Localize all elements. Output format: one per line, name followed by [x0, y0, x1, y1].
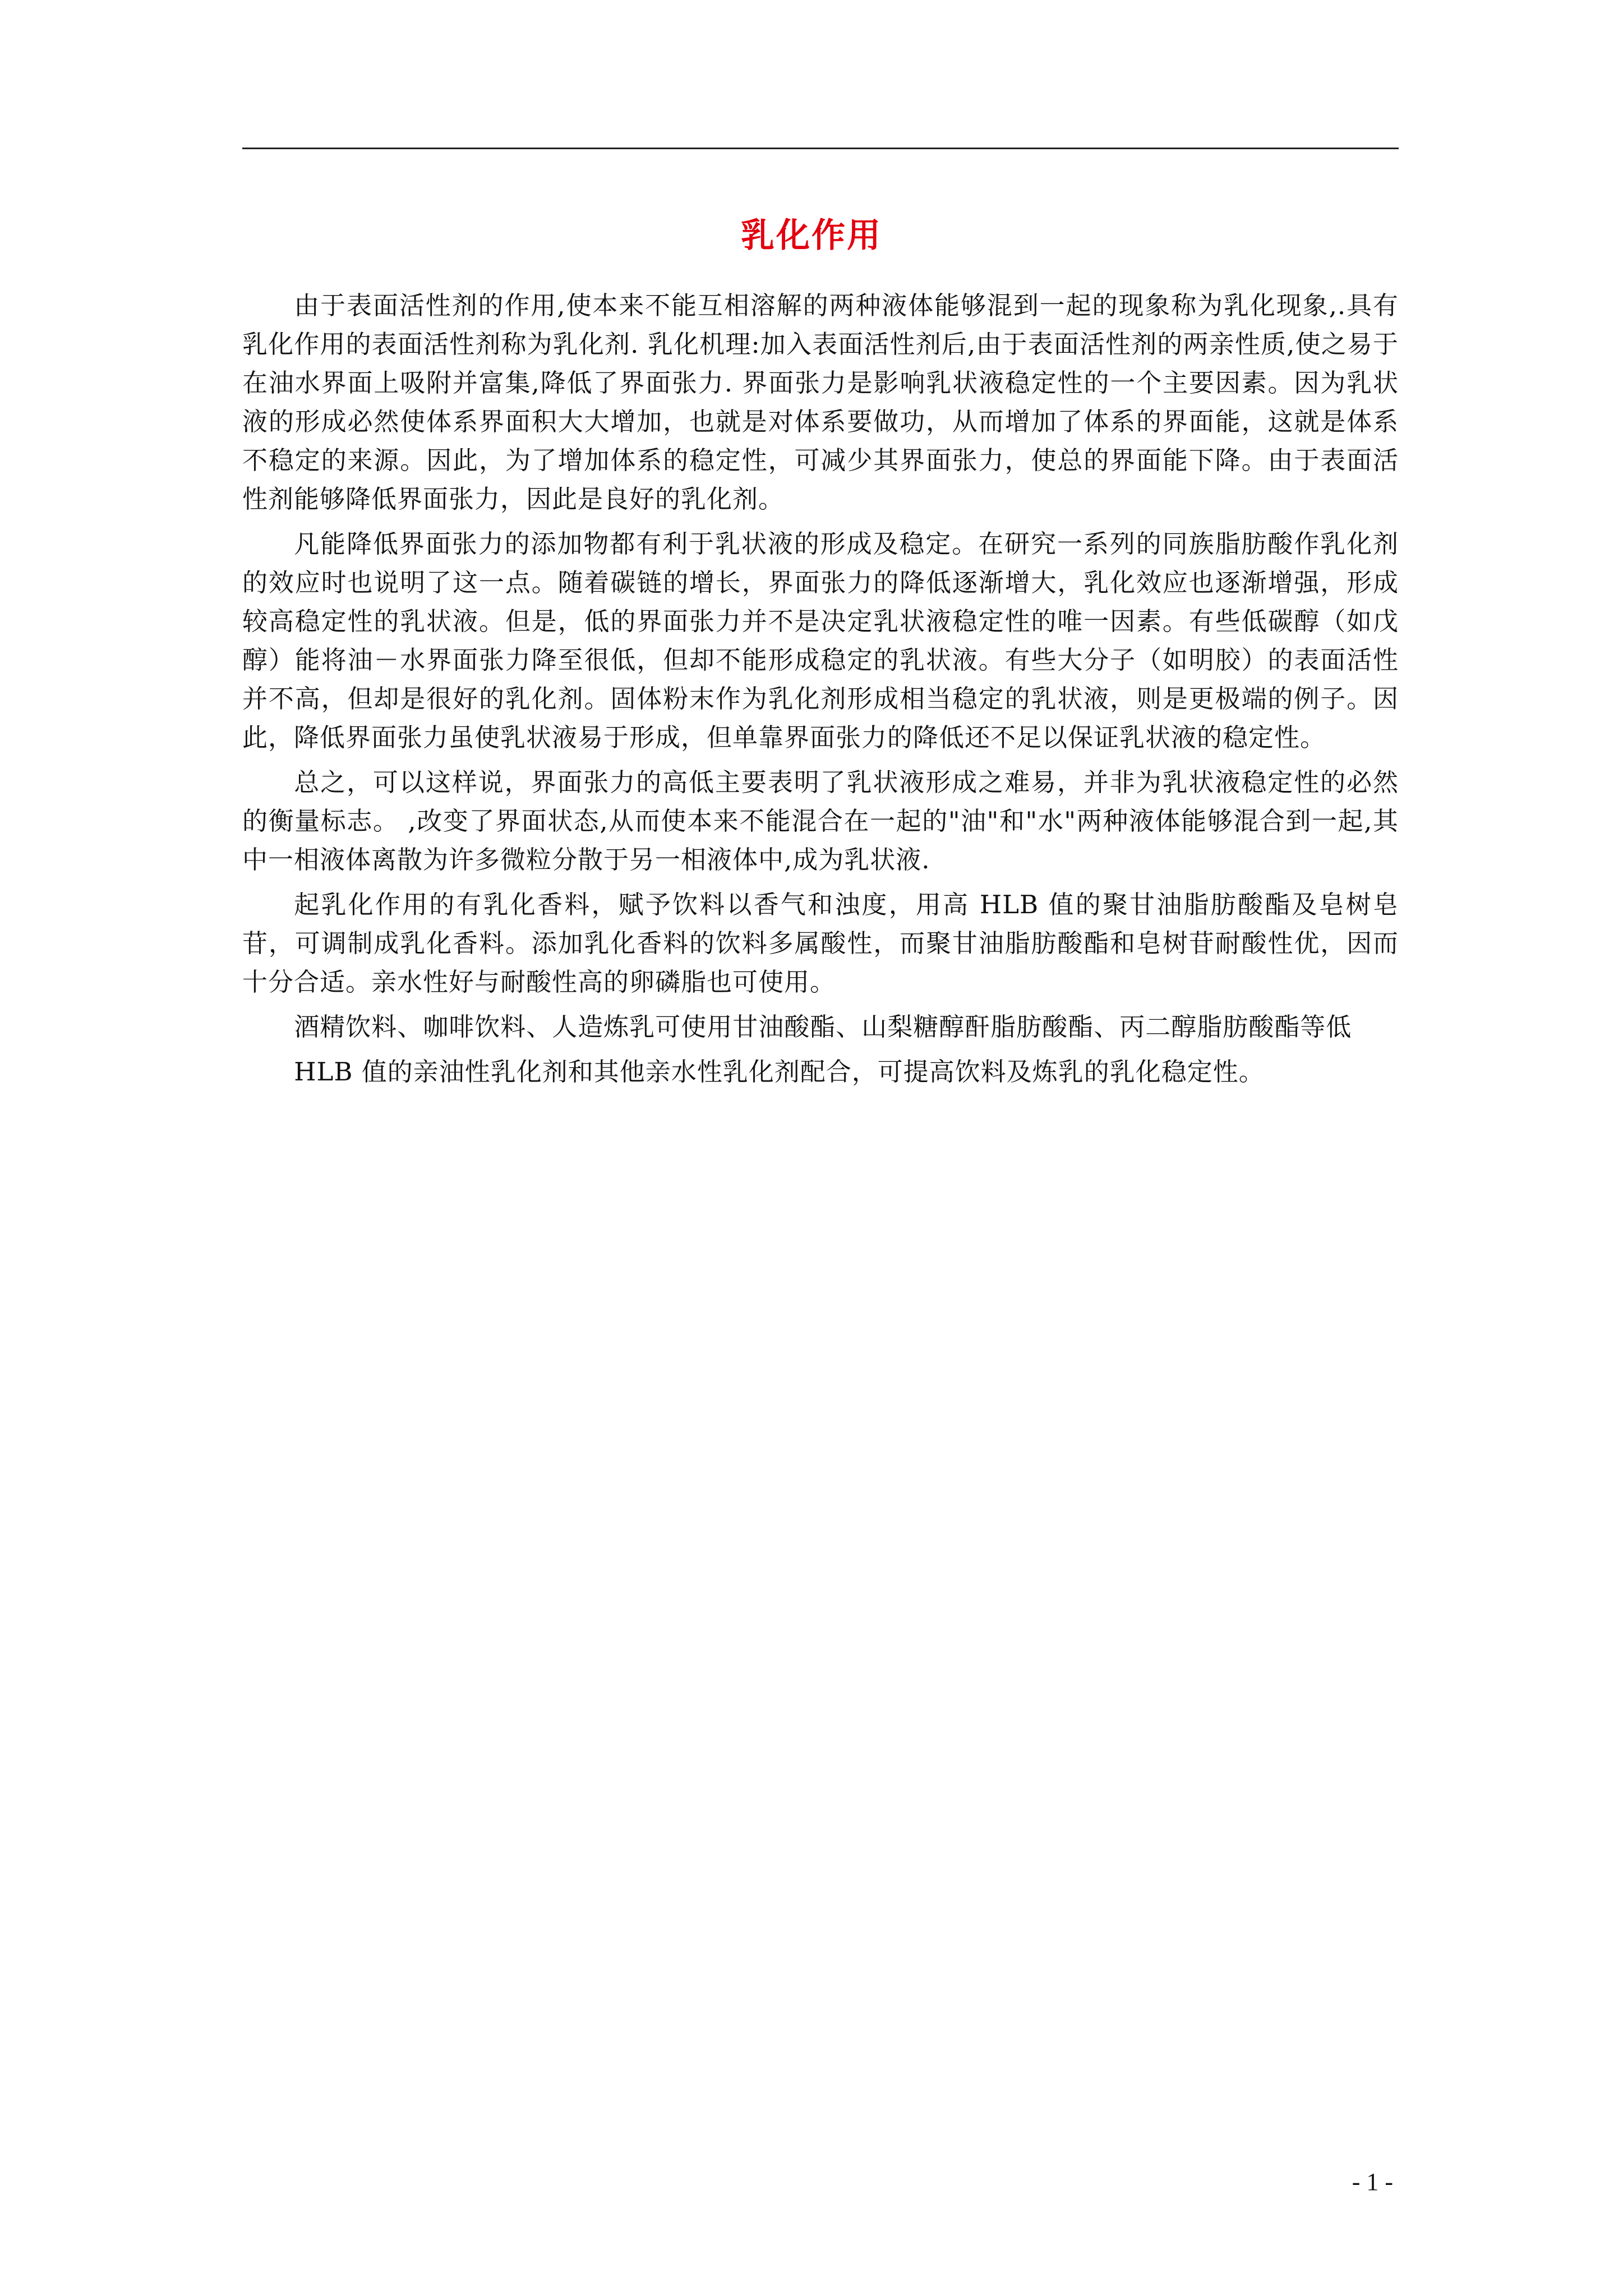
- paragraph-1: 由于表面活性剂的作用,使本来不能互相溶解的两种液体能够混到一起的现象称为乳化现象,.具有乳化作用的表面活性剂称为乳化剂. 乳化机理:加入表面活性剂后,由于表面活性剂的两亲性质,使之易于在油水界面上吸附并富集,降低了界面张力. 界面张力是影响乳状液稳定性的一个主要因素。因为乳状液的形成必然使体系界面积大大增加，也就是对体系要做功，从而增加了体系的界面能，这就是体系不稳定的来源。因此，为了增加体系的稳定性，可减少其界面张力，使总的界面能下降。由于表面活性剂能够降低界面张力，因此是良好的乳化剂。: [242, 291, 1399, 514]
- paragraph-5: 酒精饮料、咖啡饮料、人造炼乳可使用甘油酸酯、山梨糖醇酐脂肪酸酯、丙二醇脂肪酸酯等低: [294, 1012, 1352, 1042]
- document-body: [242, 286, 1399, 1091]
- paragraph-6: HLB 值的亲油性乳化剂和其他亲水性乳化剂配合，可提高饮料及炼乳的乳化稳定性。: [294, 1057, 1265, 1087]
- page-title: 乳化作用: [741, 216, 882, 255]
- header-rule: [242, 148, 1399, 149]
- paragraph-2: 凡能降低界面张力的添加物都有利于乳状液的形成及稳定。在研究一系列的同族脂肪酸作乳化剂的效应时也说明了这一点。随着碳链的增长，界面张力的降低逐渐增大，乳化效应也逐渐增强，形成较高稳定性的乳状液。但是，低的界面张力并不是决定乳状液稳定性的唯一因素。有些低碳醇（如戊醇）能将油－水界面张力降至很低，但却不能形成稳定的乳状液。有些大分子（如明胶）的表面活性并不高，但却是很好的乳化剂。固体粉末作为乳化剂形成相当稳定的乳状液，则是更极端的例子。因此，降低界面张力虽使乳状液易于形成，但单靠界面张力的降低还不足以保证乳状液的稳定性。: [242, 529, 1399, 752]
- paragraph-3: 总之，可以这样说，界面张力的高低主要表明了乳状液形成之难易，并非为乳状液稳定性的必然的衡量标志。 ,改变了界面状态,从而使本来不能混合在一起的"油"和"水"两种液体能够混合到一起,其中一相液体离散为许多微粒分散于另一相液体中,成为乳状液.: [242, 767, 1399, 875]
- paragraph-4: 起乳化作用的有乳化香料，赋予饮料以香气和浊度，用高 HLB 值的聚甘油脂肪酸酯及皂树皂苷，可调制成乳化香料。添加乳化香料的饮料多属酸性，而聚甘油脂肪酸酯和皂树苷耐酸性优，因而十分合适。亲水性好与耐酸性高的卵磷脂也可使用。: [242, 890, 1399, 997]
- page-number: - 1 -: [1352, 2168, 1393, 2196]
